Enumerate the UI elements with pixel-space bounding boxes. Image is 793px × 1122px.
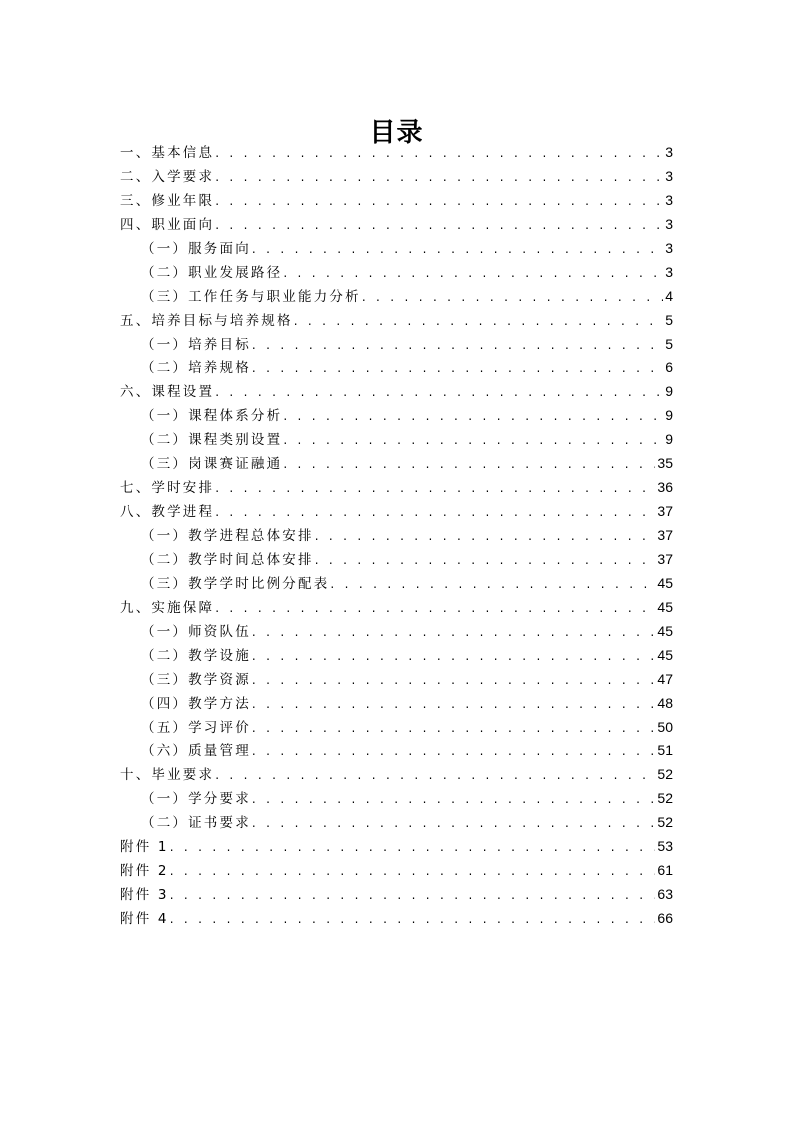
toc-entry[interactable] xyxy=(120,476,673,500)
toc-entry-page-number: 45 xyxy=(657,622,673,639)
toc-entry-label: 四、职业面向 xyxy=(120,216,215,233)
toc-entry[interactable] xyxy=(120,189,673,213)
toc-entry-page-number: 4 xyxy=(665,287,673,304)
toc-entry[interactable] xyxy=(120,524,673,548)
toc-entry-page-number: 45 xyxy=(657,646,673,663)
toc-dot-leader xyxy=(215,501,655,525)
toc-entry-page-number: 3 xyxy=(665,191,673,208)
toc-dot-leader xyxy=(252,788,656,812)
toc-dot-leader xyxy=(215,764,655,788)
toc-entry[interactable] xyxy=(120,380,673,404)
toc-entry-label: 二、入学要求 xyxy=(120,168,215,185)
toc-entry-label: （六）质量管理 xyxy=(141,743,251,760)
toc-entry[interactable] xyxy=(120,356,673,380)
toc-entry-page-number: 45 xyxy=(657,598,673,615)
toc-entry-label: （一）培养目标 xyxy=(141,336,251,353)
toc-entry[interactable] xyxy=(120,787,673,811)
toc-entry-page-number: 3 xyxy=(665,144,673,160)
toc-entry[interactable] xyxy=(120,333,673,357)
toc-entry-label: 附件 3 xyxy=(120,887,169,904)
toc-entry-label: （三）工作任务与职业能力分析 xyxy=(141,288,361,305)
toc-dot-leader xyxy=(252,334,663,358)
toc-entry-page-number: 52 xyxy=(657,814,673,831)
toc-entry[interactable] xyxy=(120,452,673,476)
toc-entry-page-number: 48 xyxy=(657,694,673,711)
toc-entry[interactable] xyxy=(120,811,673,835)
toc-entry-page-number: 36 xyxy=(657,479,673,496)
toc-entry[interactable] xyxy=(120,309,673,333)
toc-entry-label: （二）教学设施 xyxy=(141,647,251,664)
toc-entry-label: 一、基本信息 xyxy=(120,145,215,161)
toc-entry-label: 附件 1 xyxy=(120,839,169,856)
toc-entry-page-number: 66 xyxy=(657,910,673,926)
toc-entry[interactable] xyxy=(120,213,673,237)
toc-entry[interactable] xyxy=(120,692,673,716)
toc-entry-page-number: 37 xyxy=(657,527,673,543)
toc-entry[interactable] xyxy=(120,763,673,787)
toc-entry[interactable] xyxy=(120,883,673,907)
toc-dot-leader xyxy=(252,669,656,693)
toc-entry[interactable] xyxy=(120,237,673,261)
toc-entry-label: （三）教学资源 xyxy=(141,671,251,688)
toc-dot-leader xyxy=(294,310,664,334)
toc-entry-label: （二）培养规格 xyxy=(141,360,251,377)
toc-entry[interactable] xyxy=(120,907,673,931)
toc-dot-leader xyxy=(252,357,663,381)
toc-dot-leader xyxy=(170,860,656,884)
toc-dot-leader xyxy=(215,142,663,166)
toc-entry-page-number: 5 xyxy=(665,311,673,328)
toc-entry-label: （三）教学学时比例分配表 xyxy=(141,575,330,592)
toc-dot-leader xyxy=(315,525,656,549)
toc-dot-leader xyxy=(252,693,656,717)
toc-entry[interactable] xyxy=(120,165,673,189)
toc-dot-leader xyxy=(252,645,656,669)
toc-entry[interactable] xyxy=(120,548,673,572)
toc-dot-leader xyxy=(252,717,656,741)
toc-dot-leader xyxy=(283,262,663,286)
toc-entry-label: （三）岗课赛证融通 xyxy=(141,456,283,473)
toc-entry-label: （二）职业发展路径 xyxy=(141,264,283,281)
toc-entry-label: 五、培养目标与培养规格 xyxy=(120,312,293,329)
toc-entry[interactable] xyxy=(120,285,673,309)
toc-dot-leader xyxy=(215,214,663,238)
toc-entry-label: 附件 2 xyxy=(120,863,169,880)
toc-dot-leader xyxy=(283,429,663,453)
toc-entry-label: 六、课程设置 xyxy=(120,384,215,401)
toc-entry-label: （五）学习评价 xyxy=(141,719,251,736)
toc-entry[interactable] xyxy=(120,404,673,428)
toc-dot-leader xyxy=(283,405,663,429)
toc-dot-leader xyxy=(362,286,663,310)
toc-dot-leader xyxy=(170,836,656,860)
toc-entry-label: （一）课程体系分析 xyxy=(141,408,283,425)
toc-entry-label: （一）教学进程总体安排 xyxy=(141,528,314,544)
toc-entry[interactable] xyxy=(120,596,673,620)
toc-entry-page-number: 52 xyxy=(657,790,673,807)
toc-entry-page-number: 3 xyxy=(665,263,673,280)
toc-dot-leader xyxy=(170,908,656,932)
toc-entry-label: （一）学分要求 xyxy=(141,791,251,808)
toc-dot-leader xyxy=(252,812,656,836)
toc-entry-page-number: 9 xyxy=(665,407,673,424)
toc-dot-leader xyxy=(215,597,655,621)
toc-entry-page-number: 3 xyxy=(665,239,673,256)
toc-entry-label: 九、实施保障 xyxy=(120,599,215,616)
toc-entry[interactable] xyxy=(120,835,673,859)
toc-entry-label: （一）师资队伍 xyxy=(141,623,251,640)
toc-entry[interactable] xyxy=(120,716,673,740)
toc-entry-label: 三、修业年限 xyxy=(120,192,215,209)
toc-entry-page-number: 51 xyxy=(657,742,673,759)
toc-dot-leader xyxy=(215,381,663,405)
toc-entry-page-number: 3 xyxy=(665,167,673,184)
toc-entry-page-number: 50 xyxy=(657,718,673,735)
toc-entry-page-number: 37 xyxy=(657,550,673,567)
toc-entry-page-number: 6 xyxy=(665,359,673,376)
toc-dot-leader xyxy=(215,166,663,190)
toc-entry-page-number: 61 xyxy=(657,862,673,879)
toc-entry-page-number: 35 xyxy=(657,455,673,472)
toc-dot-leader xyxy=(330,573,655,597)
toc-entry[interactable] xyxy=(120,644,673,668)
toc-dot-leader xyxy=(215,477,655,501)
toc-entry[interactable] xyxy=(120,572,673,596)
toc-entry-page-number: 9 xyxy=(665,383,673,400)
toc-entry-label: （一）服务面向 xyxy=(141,240,251,257)
toc-entry-page-number: 52 xyxy=(657,766,673,783)
toc-entry-page-number: 37 xyxy=(657,503,673,520)
toc-entry[interactable] xyxy=(120,261,673,285)
toc-dot-leader xyxy=(283,453,655,477)
toc-entry[interactable] xyxy=(120,141,673,165)
toc-dot-leader xyxy=(252,238,663,262)
toc-dot-leader xyxy=(315,549,656,573)
toc-entry-label: 八、教学进程 xyxy=(120,504,215,521)
toc-entry-page-number: 9 xyxy=(665,431,673,448)
toc-entry-label: （二）证书要求 xyxy=(141,815,251,832)
toc-entry-label: （四）教学方法 xyxy=(141,695,251,712)
toc-dot-leader xyxy=(170,884,656,908)
toc-entry[interactable] xyxy=(120,500,673,524)
toc-entry-page-number: 5 xyxy=(665,335,673,352)
toc-entry-label: 十、毕业要求 xyxy=(120,767,215,784)
toc-entry-label: （二）教学时间总体安排 xyxy=(141,551,314,568)
toc-entry-label: （二）课程类别设置 xyxy=(141,432,283,449)
toc-entry-page-number: 45 xyxy=(657,574,673,591)
page-title: 目录 xyxy=(369,118,424,149)
toc-entry[interactable] xyxy=(120,428,673,452)
toc-entry-page-number: 3 xyxy=(665,215,673,232)
toc-entry-label: 附件 4 xyxy=(120,911,169,927)
toc-entry[interactable] xyxy=(120,739,673,763)
toc-entry-page-number: 63 xyxy=(657,886,673,903)
toc-dot-leader xyxy=(252,740,656,764)
toc-entry-page-number: 47 xyxy=(657,670,673,687)
toc-entry[interactable] xyxy=(120,668,673,692)
toc-dot-leader xyxy=(252,621,656,645)
table-of-contents xyxy=(120,141,673,931)
toc-entry-label: 七、学时安排 xyxy=(120,480,215,497)
toc-dot-leader xyxy=(215,190,663,214)
toc-entry[interactable] xyxy=(120,859,673,883)
toc-entry-page-number: 53 xyxy=(657,838,673,855)
toc-entry[interactable] xyxy=(120,620,673,644)
